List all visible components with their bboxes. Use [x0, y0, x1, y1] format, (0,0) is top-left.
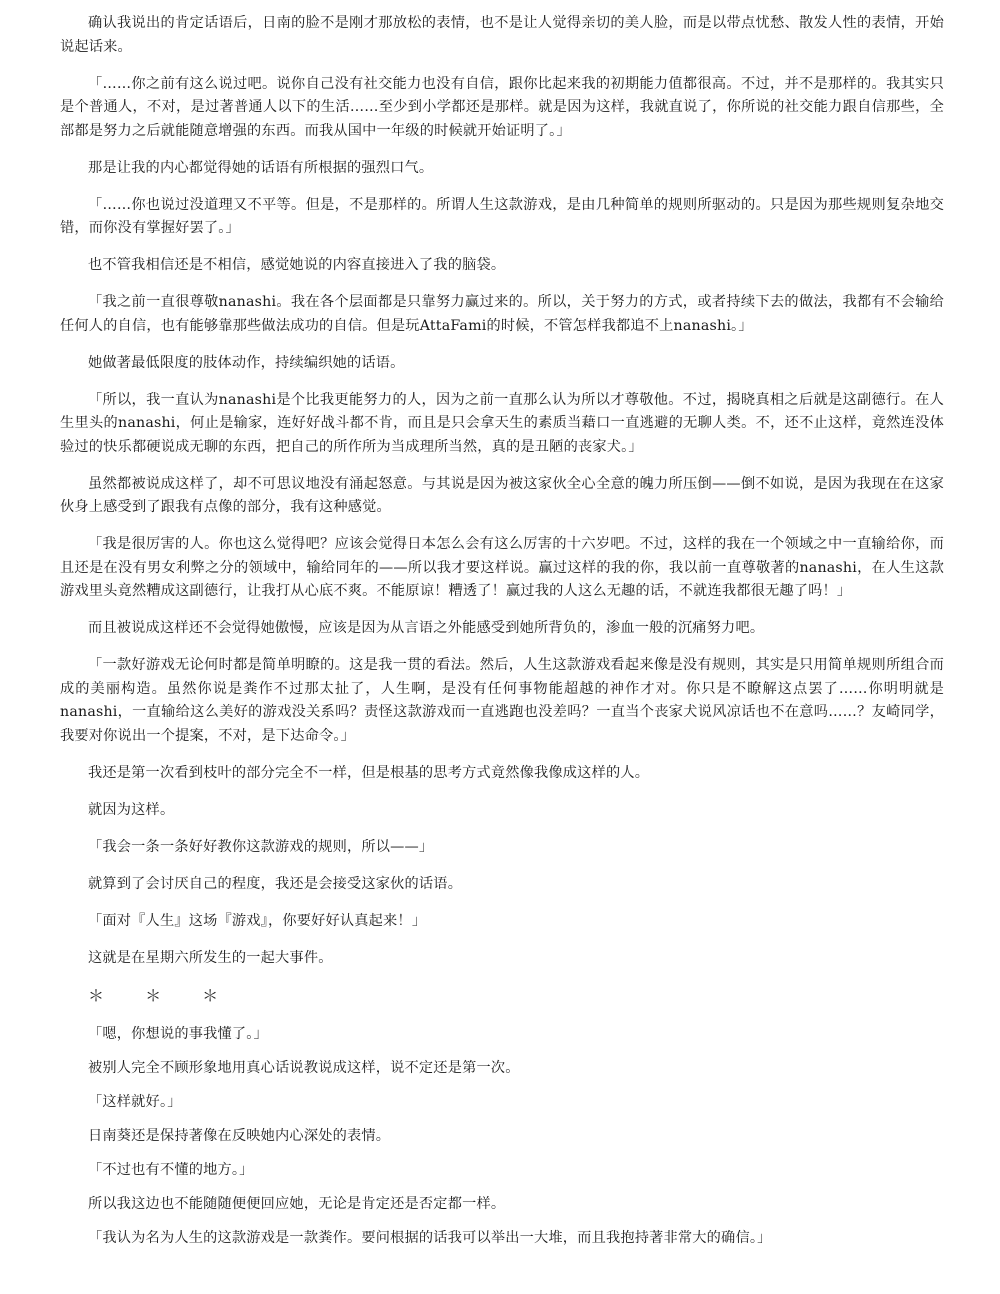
- paragraph: 所以我这边也不能随随便便回应她，无论是肯定还是否定都一样。: [88, 1196, 506, 1212]
- paragraph: 「……你之前有这么说过吧。说你自己没有社交能力也没有自信，跟你比起来我的初期能力值都很高。不过，并不是那样的。我其实只是个普通人，不对，是过著普通人以下的生活……至少到小学都还是那样。就是因为这样，我就直说了，你所说的社交能力跟自信那些，全部都是努力之后就能随意增强的东西。而我从国中一年级的时候就开始证明了。」: [60, 75, 944, 139]
- paragraph: 就因为这样。: [88, 801, 175, 818]
- paragraph: 「不过也有不懂的地方。」: [88, 1162, 254, 1178]
- paragraph: 就算到了会讨厌自己的程度，我还是会接受这家伙的话语。: [88, 875, 463, 892]
- paragraph: 「所以，我一直认为nanashi是个比我更能努力的人，因为之前一直那么认为所以才尊敬他。不过，揭晓真相之后就是这副德行。在人生里头的nanashi，何止是输家，连好好战斗都不肯，而且是只会拿天生的素质当藉口一直逃避的无聊人类。不，还不止这样，竟然连没体验过的快乐都硬说成无聊的东西，把自己的所作所为当成理所当然，真的是丑陋的丧家犬。」: [60, 391, 944, 455]
- paragraph: 那是让我的内心都觉得她的话语有所根据的强烈口气。: [88, 159, 434, 176]
- paragraph: 日南葵还是保持著像在反映她内心深处的表情。: [88, 1128, 391, 1144]
- paragraph: 虽然都被说成这样了，却不可思议地没有涌起怒意。与其说是因为被这家伙全心全意的魄力所压倒——倒不如说，是因为我现在在这家伙身上感受到了跟我有点像的部分，我有这种感觉。: [60, 475, 944, 515]
- paragraph: 被别人完全不顾形象地用真心话说教说成这样，说不定还是第一次。: [88, 1060, 520, 1076]
- paragraph: 「……你也说过没道理又不平等。但是，不是那样的。所谓人生这款游戏，是由几种简单的规则所驱动的。只是因为那些规则复杂地交错，而你没有掌握好罢了。」: [60, 196, 944, 236]
- paragraph: 也不管我相信还是不相信，感觉她说的内容直接进入了我的脑袋。: [88, 257, 506, 273]
- paragraph: 确认我说出的肯定话语后，日南的脸不是刚才那放松的表情，也不是让人觉得亲切的美人脸，而是以带点忧愁、散发人性的表情，开始说起话来。: [60, 15, 944, 55]
- paragraph: 「这样就好。」: [88, 1094, 182, 1110]
- paragraph: 而且被说成这样还不会觉得她傲慢，应该是因为从言语之外能感受到她所背负的，渗血一般的沉痛努力吧。: [88, 620, 765, 636]
- paragraph: 「我认为名为人生的这款游戏是一款粪作。要问根据的话我可以举出一大堆，而且我抱持著非常大的确信。」: [88, 1230, 772, 1246]
- paragraph: 「嗯，你想说的事我懂了。」: [88, 1026, 268, 1042]
- paragraph: 她做著最低限度的肢体动作，持续编织她的话语。: [88, 354, 405, 371]
- paragraph: 「面对『人生』这场『游戏』，你要好好认真起来！」: [88, 912, 427, 929]
- paragraph: 「一款好游戏无论何时都是简单明瞭的。这是我一贯的看法。然后，人生这款游戏看起来像是没有规则，其实是只用简单规则所组合而成的美丽构造。虽然你说是粪作不过那太扯了，人生啊，是没有任何事物能超越的神作才对。你只是不瞭解这点罢了……你明明就是nanashi，一直输给这么美好的游戏没关系吗？责怪这款游戏而一直逃跑也没差吗？一直当个丧家犬说风凉话也不在意吗……？友崎同学，我要对你说出一个提案，不对，是下达命令。」: [60, 657, 944, 744]
- paragraph: 「我之前一直很尊敬nanashi。我在各个层面都是只靠努力赢过来的。所以，关于努力的方式，或者持续下去的做法，我都有不会输给任何人的自信，也有能够靠那些做法成功的自信。但是玩AttaFami的时候，不管怎样我都追不上nanashi。」: [60, 294, 944, 334]
- paragraph: 这就是在星期六所发生的一起大事件。: [88, 949, 333, 966]
- paragraph: 「我是很厉害的人。你也这么觉得吧？应该会觉得日本怎么会有这么厉害的十六岁吧。不过，这样的我在一个领域之中一直输给你，而且还是在没有男女利弊之分的领域中，输给同年的——所以我才要这样说。赢过这样的我的你，我以前一直尊敬著的nanashi，在人生这款游戏里头竟然糟成这副德行，让我打从心底不爽。不能原谅！糟透了！赢过我的人这么无趣的话，不就连我都很无趣了吗！」: [60, 536, 944, 599]
- document-page: [60, 12, 944, 1261]
- paragraph: 「我会一条一条好好教你这款游戏的规则，所以——」: [88, 838, 434, 855]
- paragraph: 我还是第一次看到枝叶的部分完全不一样，但是根基的思考方式竟然像我像成这样的人。: [88, 764, 650, 781]
- section-separator: ＊ ＊ ＊: [88, 985, 237, 1005]
